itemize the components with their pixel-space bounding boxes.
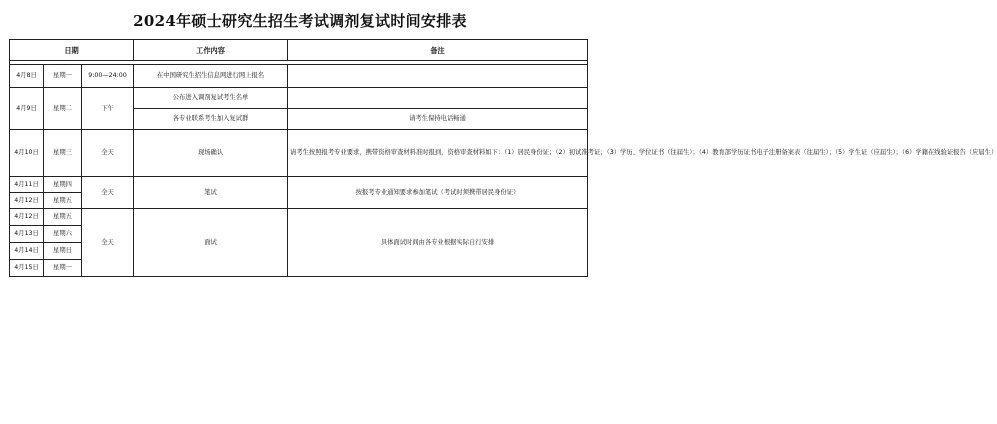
time-cell: 全天 xyxy=(82,177,134,209)
date-cell: 4月13日 xyxy=(10,226,44,243)
weekday-cell: 星期一 xyxy=(44,65,82,88)
weekday-cell: 星期四 xyxy=(44,177,82,193)
header-work: 工作内容 xyxy=(134,40,288,61)
weekday-cell: 星期五 xyxy=(44,209,82,226)
table-row xyxy=(10,65,588,88)
note-cell xyxy=(288,88,588,109)
note-cell: 具体面试时间由各专业根据实际自行安排 xyxy=(288,209,588,277)
date-cell: 4月15日 xyxy=(10,260,44,277)
table-row xyxy=(10,88,588,109)
header-date: 日期 xyxy=(10,40,134,61)
note-cell xyxy=(288,65,588,88)
work-cell: 各专业联系考生加入复试群 xyxy=(134,109,288,130)
table-row xyxy=(10,209,588,226)
date-cell: 4月12日 xyxy=(10,193,44,209)
table-row xyxy=(10,130,588,177)
schedule-table xyxy=(9,39,997,277)
weekday-cell: 星期二 xyxy=(44,88,82,130)
work-cell: 面试 xyxy=(134,209,288,277)
note-cell: 按报考专业通知要求参加笔试（考试时须携带居民身份证） xyxy=(288,177,588,209)
header-row xyxy=(10,40,588,61)
weekday-cell: 星期五 xyxy=(44,193,82,209)
date-cell: 4月10日 xyxy=(10,130,44,177)
date-cell: 4月9日 xyxy=(10,88,44,130)
work-cell: 公布进入调剂复试考生名单 xyxy=(134,88,288,109)
table-row xyxy=(10,177,588,193)
time-cell: 全天 xyxy=(82,130,134,177)
date-cell: 4月12日 xyxy=(10,209,44,226)
date-cell: 4月8日 xyxy=(10,65,44,88)
date-cell: 4月11日 xyxy=(10,177,44,193)
date-cell: 4月14日 xyxy=(10,243,44,260)
note-cell: 请考生保持电话畅通 xyxy=(288,109,588,130)
weekday-cell: 星期一 xyxy=(44,260,82,277)
header-note: 备注 xyxy=(288,40,588,61)
weekday-cell: 星期六 xyxy=(44,226,82,243)
work-cell: 笔试 xyxy=(134,177,288,209)
time-cell: 下午 xyxy=(82,88,134,130)
time-cell: 全天 xyxy=(82,209,134,277)
work-cell: 现场确认 xyxy=(134,130,288,177)
document-title: 2024年硕士研究生招生考试调剂复试时间安排表 xyxy=(133,12,467,30)
weekday-cell: 星期三 xyxy=(44,130,82,177)
weekday-cell: 星期日 xyxy=(44,243,82,260)
time-cell: 9:00—24:00 xyxy=(82,65,134,88)
work-cell: 在中国研究生招生信息网进行网上报名 xyxy=(134,65,288,88)
note-cell: 请考生按照报考专业要求，携带资格审查材料准时报到，资格审查材料如下：（1）居民身份证；（2）初试准考证；（3）学历、学位证书（往届生）；（4）教育部学历证书电子注册备案表（往届生）；（5）学生证（应届生）；（6）学籍在线验证报告（应届生） xyxy=(288,130,588,177)
